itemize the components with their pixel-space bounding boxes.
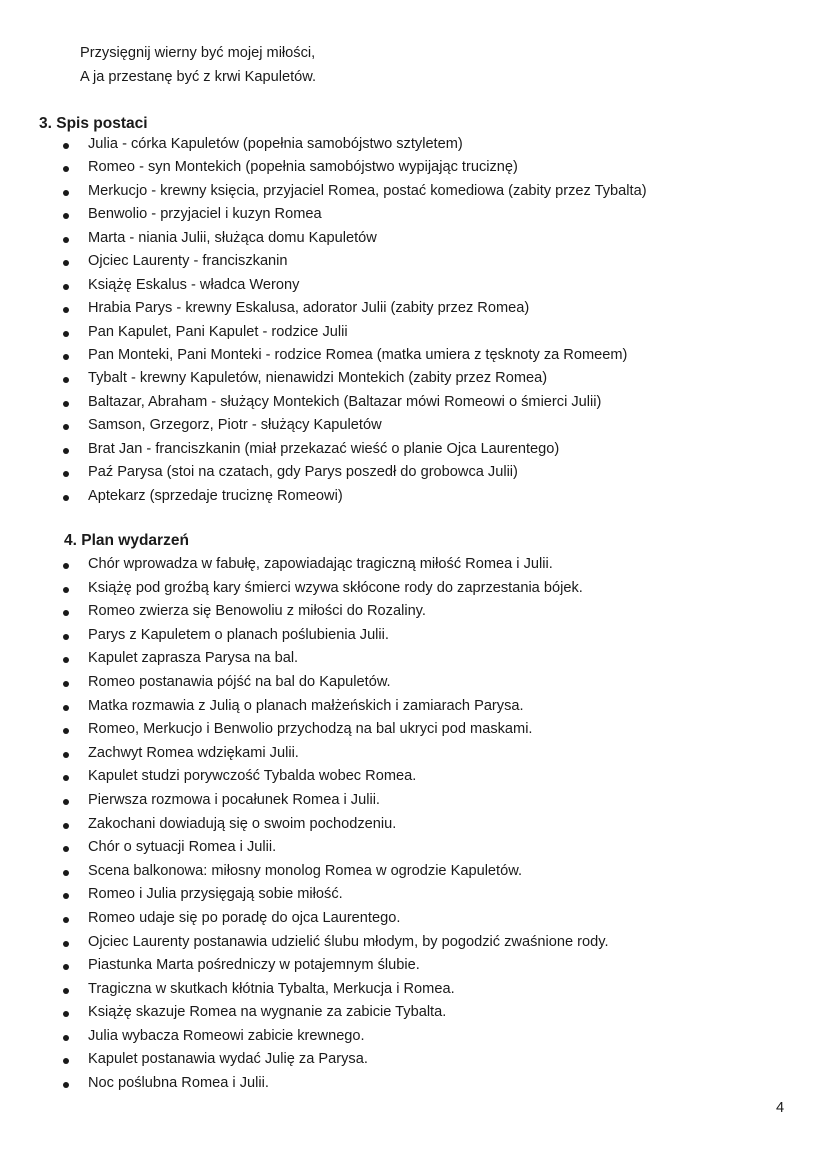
bullet-icon [63, 587, 69, 593]
list-item-text: Aptekarz (sprzedaje truciznę Romeowi) [88, 487, 343, 504]
bullet-icon [63, 1082, 69, 1088]
list-item-text: Pierwsza rozmowa i pocałunek Romea i Julii. [88, 791, 380, 808]
list-item [0, 438, 647, 461]
list-item-text: Julia wybacza Romeowi zabicie krewnego. [88, 1027, 365, 1044]
list-item [0, 391, 647, 414]
verse-quote [80, 41, 316, 89]
bullet-icon [63, 563, 69, 569]
list-item [0, 180, 647, 203]
list-item-text: Zakochani dowiadują się o swoim pochodzeniu. [88, 815, 397, 832]
list-item-text: Pan Monteki, Pani Monteki - rodzice Romea (matka umiera z tęsknoty za Romeem) [88, 346, 628, 363]
bullet-icon [63, 941, 69, 947]
list-item-text: Kapulet postanawia wydać Julię za Parysa. [88, 1051, 368, 1068]
bullet-icon [63, 846, 69, 852]
list-item [0, 367, 647, 390]
bullet-icon [63, 610, 69, 616]
bullet-icon [63, 1058, 69, 1064]
list-item-text: Ojciec Laurenty postanawia udzielić ślubu młodym, by pogodzić zwaśnione rody. [88, 933, 609, 950]
list-item-text: Tybalt - krewny Kapuletów, nienawidzi Montekich (zabity przez Romea) [88, 370, 548, 387]
list-item [0, 695, 609, 719]
list-item-text: Książę pod groźbą kary śmierci wzywa skłócone rody do zaprzestania bójek. [88, 579, 583, 596]
list-item-text: Parys z Kapuletem o planach poślubienia Julii. [88, 626, 389, 643]
list-item-text: Ojciec Laurenty - franciszkanin [88, 253, 288, 270]
list-item [0, 203, 647, 226]
verse-line-1: Przysięgnij wierny być mojej miłości, [80, 45, 316, 61]
bullet-icon [63, 448, 69, 454]
list-item-text: Romeo i Julia przysięgają sobie miłość. [88, 886, 343, 903]
bullet-icon [63, 143, 69, 149]
list-item [0, 274, 647, 297]
list-item [0, 978, 609, 1002]
events-plan-list [0, 553, 609, 1096]
bullet-icon [63, 284, 69, 290]
list-item-text: Hrabia Parys - krewny Eskalusa, adorator Julii (zabity przez Romea) [88, 300, 530, 317]
list-item [0, 954, 609, 978]
bullet-icon [63, 988, 69, 994]
list-item-text: Baltazar, Abraham - służący Montekich (Baltazar mówi Romeowi o śmierci Julii) [88, 393, 602, 410]
list-item-text: Książę skazuje Romea na wygnanie za zabicie Tybalta. [88, 1004, 447, 1021]
list-item-text: Kapulet zaprasza Parysa na bal. [88, 650, 299, 667]
character-list [0, 133, 647, 508]
list-item [0, 647, 609, 671]
list-item-text: Paź Parysa (stoi na czatach, gdy Parys poszedł do grobowca Julii) [88, 464, 518, 481]
bullet-icon [63, 237, 69, 243]
bullet-icon [63, 213, 69, 219]
bullet-icon [63, 354, 69, 360]
list-item-text: Romeo postanawia pójść na bal do Kapuletów. [88, 673, 391, 690]
bullet-icon [63, 471, 69, 477]
list-item [0, 344, 647, 367]
list-item-text: Julia - córka Kapuletów (popełnia samobójstwo sztyletem) [88, 136, 463, 152]
list-item-text: Noc poślubna Romea i Julii. [88, 1075, 269, 1092]
bullet-icon [63, 823, 69, 829]
list-item [0, 600, 609, 624]
list-item [0, 931, 609, 955]
list-item-text: Matka rozmawia z Julią o planach małżeńskich i zamiarach Parysa. [88, 697, 524, 714]
list-item [0, 1048, 609, 1072]
list-item-text: Chór o sytuacji Romea i Julii. [88, 839, 277, 856]
list-item [0, 860, 609, 884]
list-item [0, 577, 609, 601]
bullet-icon [63, 331, 69, 337]
list-item [0, 227, 647, 250]
list-item-text: Piastunka Marta pośredniczy w potajemnym ślubie. [88, 957, 420, 974]
list-item-text: Marta - niania Julii, służąca domu Kapuletów [88, 229, 377, 246]
bullet-icon [63, 799, 69, 805]
section-heading-plan: 4. Plan wydarzeń [64, 532, 189, 549]
list-item-text: Kapulet studzi porywczość Tybalda wobec Romea. [88, 768, 417, 785]
list-item [0, 553, 609, 577]
list-item-text: Chór wprowadza w fabułę, zapowiadając tragiczną miłość Romea i Julii. [88, 556, 553, 572]
list-item-text: Brat Jan - franciszkanin (miał przekazać wieść o planie Ojca Laurentego) [88, 440, 560, 457]
list-item-text: Samson, Grzegorz, Piotr - służący Kapuletów [88, 417, 382, 434]
list-item [0, 1025, 609, 1049]
bullet-icon [63, 893, 69, 899]
list-item-text: Romeo zwierza się Benowoliu z miłości do Rozaliny. [88, 603, 426, 620]
bullet-icon [63, 190, 69, 196]
list-item [0, 742, 609, 766]
bullet-icon [63, 1011, 69, 1017]
bullet-icon [63, 870, 69, 876]
list-item-text: Romeo udaje się po poradę do ojca Laurentego. [88, 909, 401, 926]
list-item [0, 718, 609, 742]
list-item [0, 1001, 609, 1025]
bullet-icon [63, 1035, 69, 1041]
list-item [0, 624, 609, 648]
bullet-icon [63, 964, 69, 970]
list-item [0, 156, 647, 179]
list-item [0, 297, 647, 320]
list-item [0, 765, 609, 789]
bullet-icon [63, 495, 69, 501]
bullet-icon [63, 166, 69, 172]
list-item-text: Merkucjo - krewny księcia, przyjaciel Romea, postać komediowa (zabity przez Tybalta) [88, 182, 647, 199]
list-item-text: Zachwyt Romea wdziękami Julii. [88, 744, 299, 761]
list-item [0, 250, 647, 273]
bullet-icon [63, 775, 69, 781]
list-item [0, 883, 609, 907]
bullet-icon [63, 401, 69, 407]
bullet-icon [63, 917, 69, 923]
list-item-text: Tragiczna w skutkach kłótnia Tybalta, Merkucja i Romea. [88, 980, 455, 997]
bullet-icon [63, 307, 69, 313]
list-item [0, 813, 609, 837]
list-item-text: Romeo, Merkucjo i Benwolio przychodzą na bal ukryci pod maskami. [88, 721, 533, 738]
bullet-icon [63, 657, 69, 663]
bullet-icon [63, 260, 69, 266]
bullet-icon [63, 424, 69, 430]
list-item [0, 485, 647, 508]
bullet-icon [63, 752, 69, 758]
list-item-text: Romeo - syn Montekich (popełnia samobójstwo wypijając truciznę) [88, 159, 518, 176]
bullet-icon [63, 634, 69, 640]
bullet-icon [63, 681, 69, 687]
verse-line-2: A ja przestanę być z krwi Kapuletów. [80, 69, 317, 85]
bullet-icon [63, 705, 69, 711]
bullet-icon [63, 377, 69, 383]
list-item-text: Scena balkonowa: miłosny monolog Romea w ogrodzie Kapuletów. [88, 862, 523, 879]
list-item-text: Książę Eskalus - władca Werony [88, 276, 300, 293]
list-item-text: Benwolio - przyjaciel i kuzyn Romea [88, 206, 322, 223]
list-item [0, 907, 609, 931]
list-item [0, 1072, 609, 1096]
page-number: 4 [776, 1100, 785, 1116]
list-item [0, 836, 609, 860]
bullet-icon [63, 728, 69, 734]
section-heading-characters: 3. Spis postaci [39, 115, 148, 132]
list-item [0, 414, 647, 437]
list-item [0, 461, 647, 484]
list-item [0, 321, 647, 344]
list-item [0, 671, 609, 695]
list-item-text: Pan Kapulet, Pani Kapulet - rodzice Julii [88, 323, 348, 340]
list-item [0, 789, 609, 813]
list-item [0, 133, 647, 156]
